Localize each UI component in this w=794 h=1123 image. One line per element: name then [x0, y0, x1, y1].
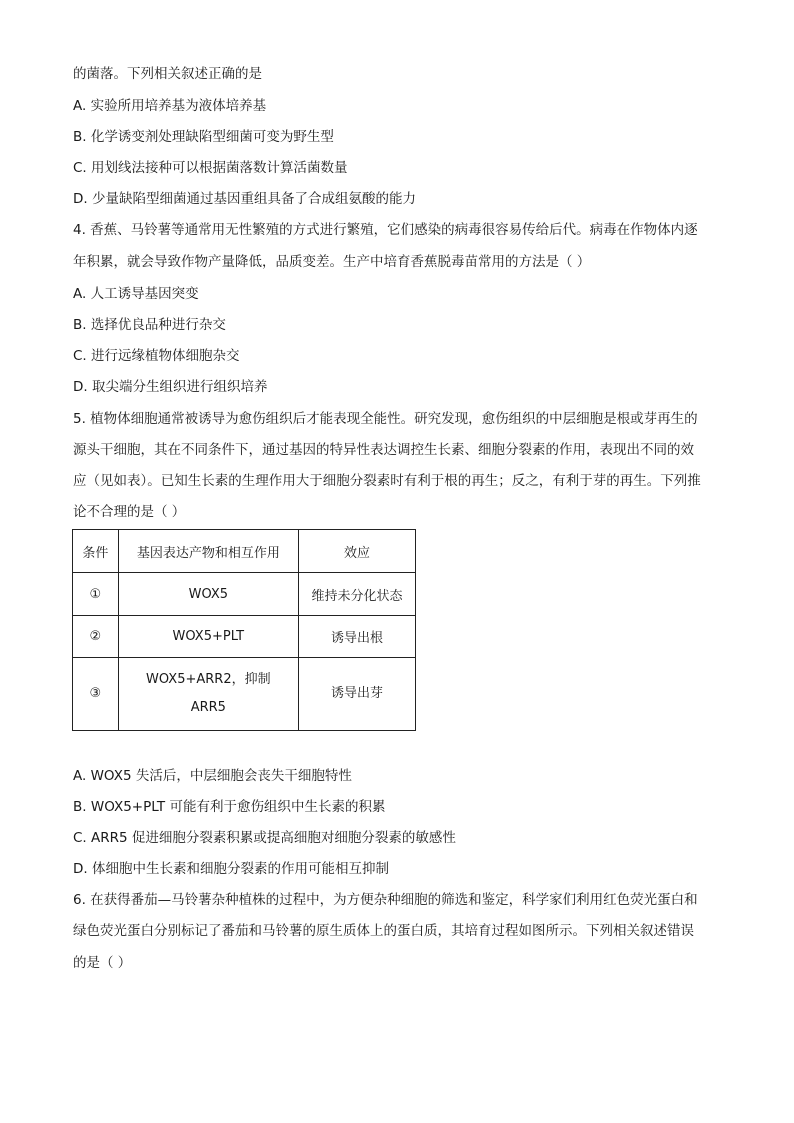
q5-option-a: A. WOX5 失活后，中层细胞会丧失干细胞特性: [73, 768, 352, 784]
q4-stem-line-1: 4. 香蕉、马铃薯等通常用无性繁殖的方式进行繁殖，它们感染的病毒很容易传给后代。病毒在作物体内逐: [73, 222, 698, 238]
table-cell-product-line-1: WOX5+ARR2，抑制: [146, 672, 271, 687]
table-cell-condition: ①: [73, 573, 119, 616]
q4-option-c: C. 进行远缘植物体细胞杂交: [73, 348, 240, 364]
q5-stem-line-3: 应（见如表）。已知生长素的生理作用大于细胞分裂素时有利于根的再生；反之，有利于芽的再生。下列推: [73, 473, 701, 489]
q3-option-c: C. 用划线法接种可以根据菌落数计算活菌数量: [73, 160, 348, 176]
q3-option-d: D. 少量缺陷型细菌通过基因重组具备了合成组氨酸的能力: [73, 191, 416, 207]
table-header-product: 基因表达产物和相互作用: [118, 530, 298, 573]
q5-option-b: B. WOX5+PLT 可能有利于愈伤组织中生长素的积累: [73, 799, 386, 815]
q4-option-a: A. 人工诱导基因突变: [73, 286, 199, 302]
q5-stem-line-2: 源头干细胞，其在不同条件下，通过基因的特异性表达调控生长素、细胞分裂素的作用，表现出不同的效: [73, 442, 694, 458]
table-cell-condition: ②: [73, 616, 119, 658]
q3-option-b: B. 化学诱变剂处理缺陷型细菌可变为野生型: [73, 129, 334, 145]
table-cell-effect: 诱导出芽: [298, 658, 415, 731]
q4-option-d: D. 取尖端分生组织进行组织培养: [73, 379, 268, 395]
table-cell-product: WOX5: [118, 573, 298, 616]
q5-option-c: C. ARR5 促进细胞分裂素积累或提高细胞对细胞分裂素的敏感性: [73, 830, 456, 846]
table-row: [73, 616, 416, 658]
table-header-effect: 效应: [298, 530, 415, 573]
table-cell-product: WOX5+PLT: [118, 616, 298, 658]
q3-stem: 的菌落。下列相关叙述正确的是: [73, 66, 262, 82]
q3-option-a: A. 实验所用培养基为液体培养基: [73, 98, 267, 114]
q6-stem-line-3: 的是（ ）: [73, 955, 132, 971]
q6-stem-line-2: 绿色荧光蛋白分别标记了番茄和马铃薯的原生质体上的蛋白质，其培育过程如图所示。下列相关叙述错误: [73, 923, 694, 939]
table-cell-product-line-2: ARR5: [190, 700, 226, 715]
q6-stem-line-1: 6. 在获得番茄—马铃薯杂种植株的过程中，为方便杂种细胞的筛选和鉴定，科学家们利用红色荧光蛋白和: [73, 892, 698, 908]
q5-stem-line-1: 5. 植物体细胞通常被诱导为愈伤组织后才能表现全能性。研究发现，愈伤组织的中层细胞是根或芽再生的: [73, 411, 698, 427]
q5-table: [72, 529, 416, 731]
table-cell-effect: 诱导出根: [298, 616, 415, 658]
table-cell-effect: 维持未分化状态: [298, 573, 415, 616]
table-cell-condition: ③: [73, 658, 119, 731]
q4-option-b: B. 选择优良品种进行杂交: [73, 317, 226, 333]
q4-stem-line-2: 年积累，就会导致作物产量降低，品质变差。生产中培育香蕉脱毒苗常用的方法是（ ）: [73, 254, 591, 270]
q5-option-d: D. 体细胞中生长素和细胞分裂素的作用可能相互抑制: [73, 861, 389, 877]
table-header-row: [73, 530, 416, 573]
table-header-condition: 条件: [73, 530, 119, 573]
q5-stem-line-4: 论不合理的是（ ）: [73, 504, 186, 520]
table-row: [73, 573, 416, 616]
table-row: [73, 658, 416, 731]
table-cell-product: [118, 658, 298, 731]
